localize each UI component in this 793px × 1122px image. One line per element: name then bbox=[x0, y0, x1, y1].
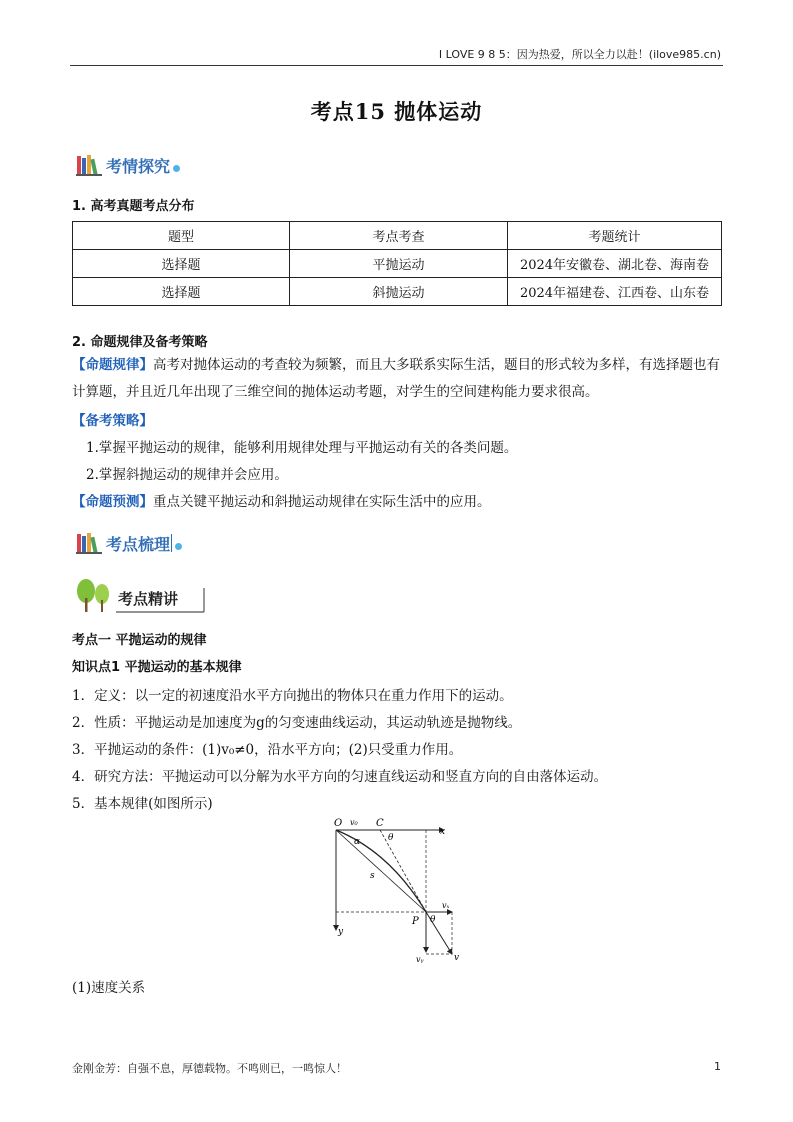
section-banner-kaoqing bbox=[76, 152, 180, 178]
predict-tag: 【命题预测】 bbox=[72, 494, 153, 510]
section-banner-shuli bbox=[76, 530, 182, 556]
label-O: O bbox=[334, 818, 343, 829]
rule-tag: 【命题规律】 bbox=[72, 357, 153, 373]
text-cursor bbox=[171, 534, 172, 552]
table-header-cell: 题型 bbox=[73, 222, 290, 250]
table-header-row bbox=[73, 222, 722, 250]
page-title: 考点15 抛体运动 bbox=[310, 99, 483, 124]
header-rule bbox=[70, 65, 723, 66]
banner-dot bbox=[175, 543, 182, 550]
tangent-extension bbox=[380, 830, 426, 912]
label-v: v bbox=[454, 953, 460, 963]
point-basic-law: 5．基本规律(如图所示) bbox=[72, 796, 213, 812]
banner-dot bbox=[173, 165, 180, 172]
label-C: C bbox=[376, 818, 384, 829]
page-number: 1 bbox=[714, 1060, 721, 1073]
rule-text: 高考对抛体运动的考查较为频繁，而且大多联系实际生活，题目的形式较为多样，有选择题也有计算题，并且近几年出现了三维空间的抛体运动考题，对学生的空间建构能力要求很高。 bbox=[72, 357, 720, 400]
page-header: I LOVE 9 8 5：因为热爱，所以全力以赴！(ilove985.cn) bbox=[438, 48, 721, 61]
table-cell: 平抛运动 bbox=[290, 250, 508, 278]
table-row bbox=[73, 278, 722, 306]
point-method: 4．研究方法：平抛运动可以分解为水平方向的匀速直线运动和竖直方向的自由落体运动。 bbox=[72, 769, 608, 785]
label-s: s bbox=[370, 871, 375, 881]
table-cell: 斜抛运动 bbox=[290, 278, 508, 306]
point-definition: 1．定义：以一定的初速度沿水平方向抛出的物体只在重力作用下的运动。 bbox=[72, 688, 513, 704]
point-condition: 3．平抛运动的条件：(1)v₀≠0，沿水平方向；(2)只受重力作用。 bbox=[72, 742, 463, 758]
banner-title: 考点精讲 bbox=[118, 590, 179, 608]
banner-title: 考点梳理 bbox=[106, 534, 171, 554]
label-y: y bbox=[338, 927, 344, 937]
label-vx: vₓ bbox=[442, 901, 450, 910]
strategy-item: 1.掌握平抛运动的规律，能够利用规律处理与平抛运动有关的各类问题。 bbox=[86, 440, 518, 456]
point-property: 2．性质：平抛运动是加速度为g的匀变速曲线运动，其运动轨迹是抛物线。 bbox=[72, 715, 522, 731]
prediction-line bbox=[72, 489, 724, 516]
velocity-relation-heading: (1)速度关系 bbox=[72, 980, 146, 996]
displacement-line bbox=[336, 830, 426, 912]
knowledge-point-heading: 知识点1 平抛运动的基本规律 bbox=[72, 660, 242, 675]
label-x: x bbox=[440, 827, 446, 837]
proposition-rule-paragraph bbox=[72, 352, 724, 406]
table-cell: 选择题 bbox=[73, 250, 290, 278]
books-icon bbox=[76, 532, 102, 554]
banner-title: 考情探究 bbox=[106, 156, 171, 176]
strategy-item: 2.掌握斜抛运动的规律并会应用。 bbox=[86, 467, 288, 483]
table-cell: 2024年安徽卷、湖北卷、海南卷 bbox=[508, 250, 722, 278]
table-header-cell: 考题统计 bbox=[508, 222, 722, 250]
table-cell: 2024年福建卷、江西卷、山东卷 bbox=[508, 278, 722, 306]
section-heading-strategy: 2. 命题规律及备考策略 bbox=[72, 335, 208, 350]
label-alpha: α bbox=[354, 837, 361, 847]
label-theta-top: θ bbox=[388, 833, 394, 843]
kaodian-heading: 考点一 平抛运动的规律 bbox=[72, 633, 207, 648]
section-heading-distribution: 1. 高考真题考点分布 bbox=[72, 199, 195, 214]
projectile-diagram bbox=[320, 812, 480, 972]
label-theta-p: θ bbox=[430, 915, 436, 925]
strategy-tag: 【备考策略】 bbox=[72, 413, 153, 429]
exam-distribution-table bbox=[72, 221, 722, 306]
footer-motto: 金刚金芳：自强不息，厚德载物。不鸣则已，一鸣惊人！ bbox=[72, 1062, 347, 1075]
label-P: P bbox=[412, 916, 419, 927]
predict-text: 重点关键平抛运动和斜抛运动规律在实际生活中的应用。 bbox=[153, 494, 491, 510]
table-header-cell: 考点考查 bbox=[290, 222, 508, 250]
table-row bbox=[73, 250, 722, 278]
table-cell: 选择题 bbox=[73, 278, 290, 306]
strategy-block bbox=[72, 408, 724, 516]
page-footer bbox=[72, 1060, 721, 1076]
label-vy: vᵧ bbox=[416, 955, 424, 964]
label-v0: v₀ bbox=[350, 818, 358, 827]
books-icon bbox=[76, 154, 102, 176]
